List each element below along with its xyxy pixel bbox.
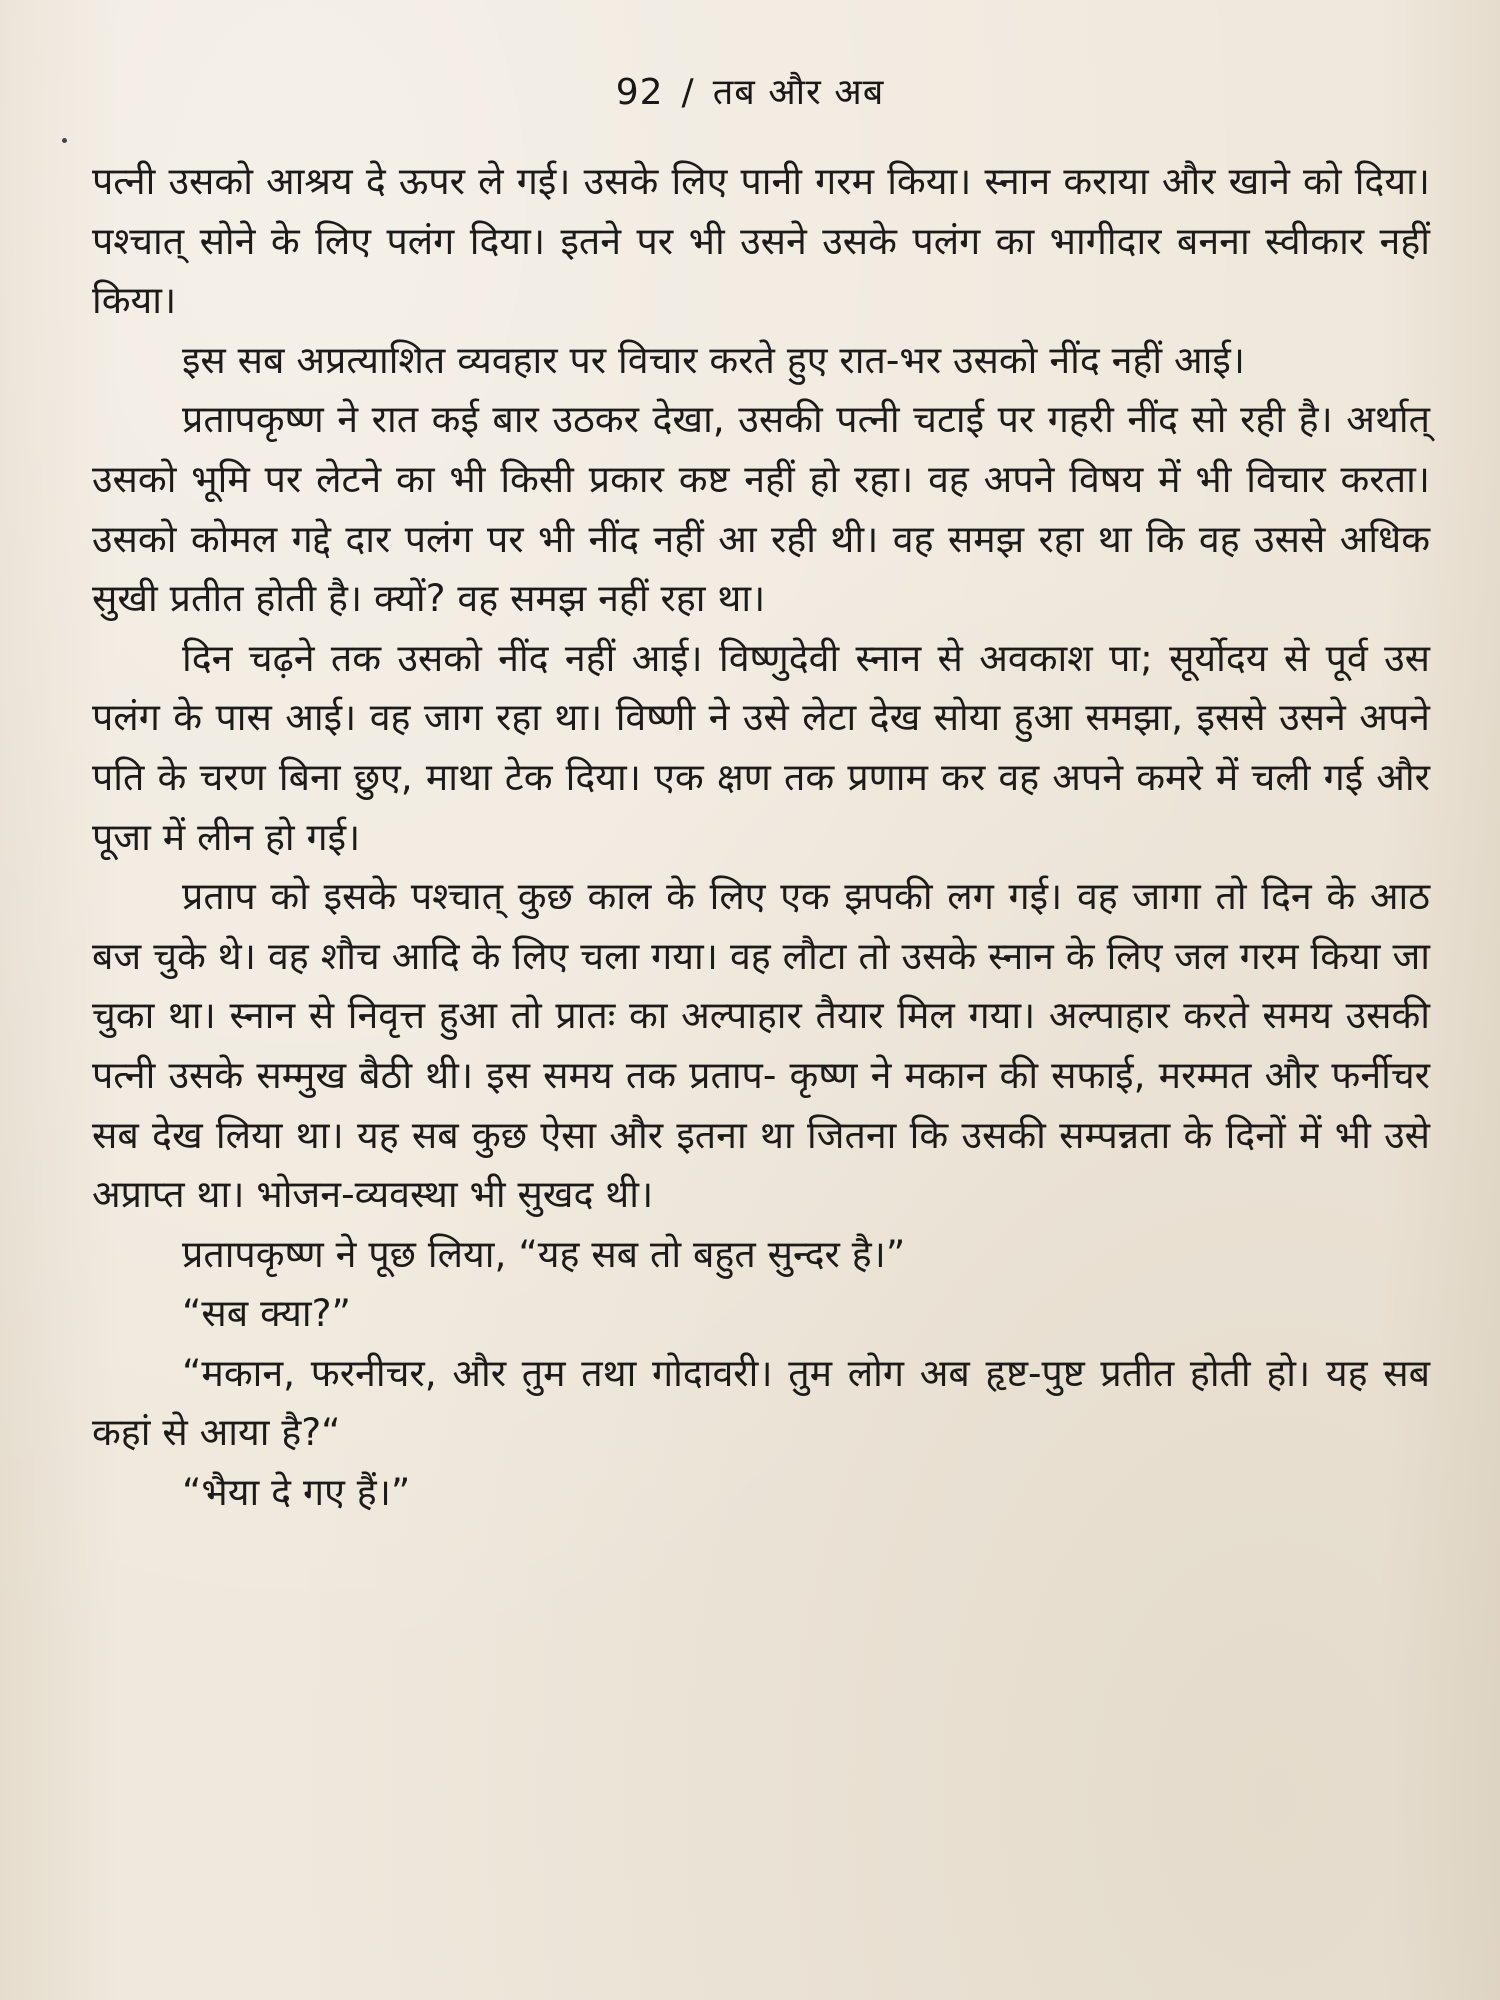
dialogue-line: प्रतापकृष्ण ने पूछ लिया, “यह सब तो बहुत सुन्दर है।” bbox=[182, 1231, 906, 1276]
page-number: 92 bbox=[615, 72, 664, 113]
paragraph: इस सब अप्रत्याशित व्यवहार पर विचार करते हुए रात-भर उसको नींद नहीं आई। bbox=[182, 337, 1245, 382]
book-title: तब और अब bbox=[712, 72, 885, 113]
dialogue-line: “मकान, फरनीचर, और तुम तथा गोदावरी। तुम लोग अब हृष्ट-पुष्ट प्रतीत होती हो। यह सब कहां से आया है?“ bbox=[92, 1350, 1430, 1455]
page-body bbox=[92, 152, 1430, 1523]
paragraph: पत्नी उसको आश्रय दे ऊपर ले गई। उसके लिए पानी गरम किया। स्नान कराया और खाने को दिया। पश्चात् सोने के लिए पलंग दिया। इतने पर भी उसने उसके पलंग का भागीदार बनना स्वीकार नहीं किया। bbox=[92, 159, 1430, 323]
page-header bbox=[0, 66, 1500, 115]
dialogue-line: “सब क्या?” bbox=[182, 1291, 351, 1336]
paragraph: प्रतापकृष्ण ने रात कई बार उठकर देखा, उसकी पत्नी चटाई पर गहरी नींद सो रही है। अर्थात् उसको भूमि पर लेटने का भी किसी प्रकार कष्ट नहीं हो रहा। वह अपने विषय में भी विचार करता। उसको कोमल गद्दे दार पलंग पर भी नींद नहीं आ रही थी। वह समझ रहा था कि वह उससे अधिक सुखी प्रतीत होती है। क्यों? वह समझ नहीं रहा था। bbox=[92, 397, 1430, 621]
paragraph: प्रताप को इसके पश्चात् कुछ काल के लिए एक झपकी लग गई। वह जागा तो दिन के आठ बज चुके थे। वह शौच आदि के लिए चला गया। वह लौटा तो उसके स्नान के लिए जल गरम किया जा चुका था। स्नान से निवृत्त हुआ तो प्रातः का अल्पाहार तैयार मिल गया। अल्पाहार करते समय उसकी पत्नी उसके सम्मुख बैठी थी। इस समय तक प्रताप- कृष्ण ने मकान की सफाई, मरम्मत और फर्नीचर सब देख लिया था। यह सब कुछ ऐसा और इतना था जितना कि उसकी सम्पन्नता के दिनों में भी उसे अप्राप्त था। भोजन-व्यवस्था भी सुखद थी। bbox=[92, 874, 1430, 1217]
ink-speck bbox=[62, 138, 67, 143]
paragraph: दिन चढ़ने तक उसको नींद नहीं आई। विष्णुदेवी स्नान से अवकाश पा; सूर्योदय से पूर्व उस पलंग के पास आई। वह जाग रहा था। विष्णी ने उसे लेटा देख सोया हुआ समझा, इससे उसने अपने पति के चरण बिना छुए, माथा टेक दिया। एक क्षण तक प्रणाम कर वह अपने कमरे में चली गई और पूजा में लीन हो गई। bbox=[92, 635, 1430, 859]
header-separator: / bbox=[681, 72, 695, 113]
dialogue-line: “भैया दे गए हैं।” bbox=[182, 1470, 411, 1515]
